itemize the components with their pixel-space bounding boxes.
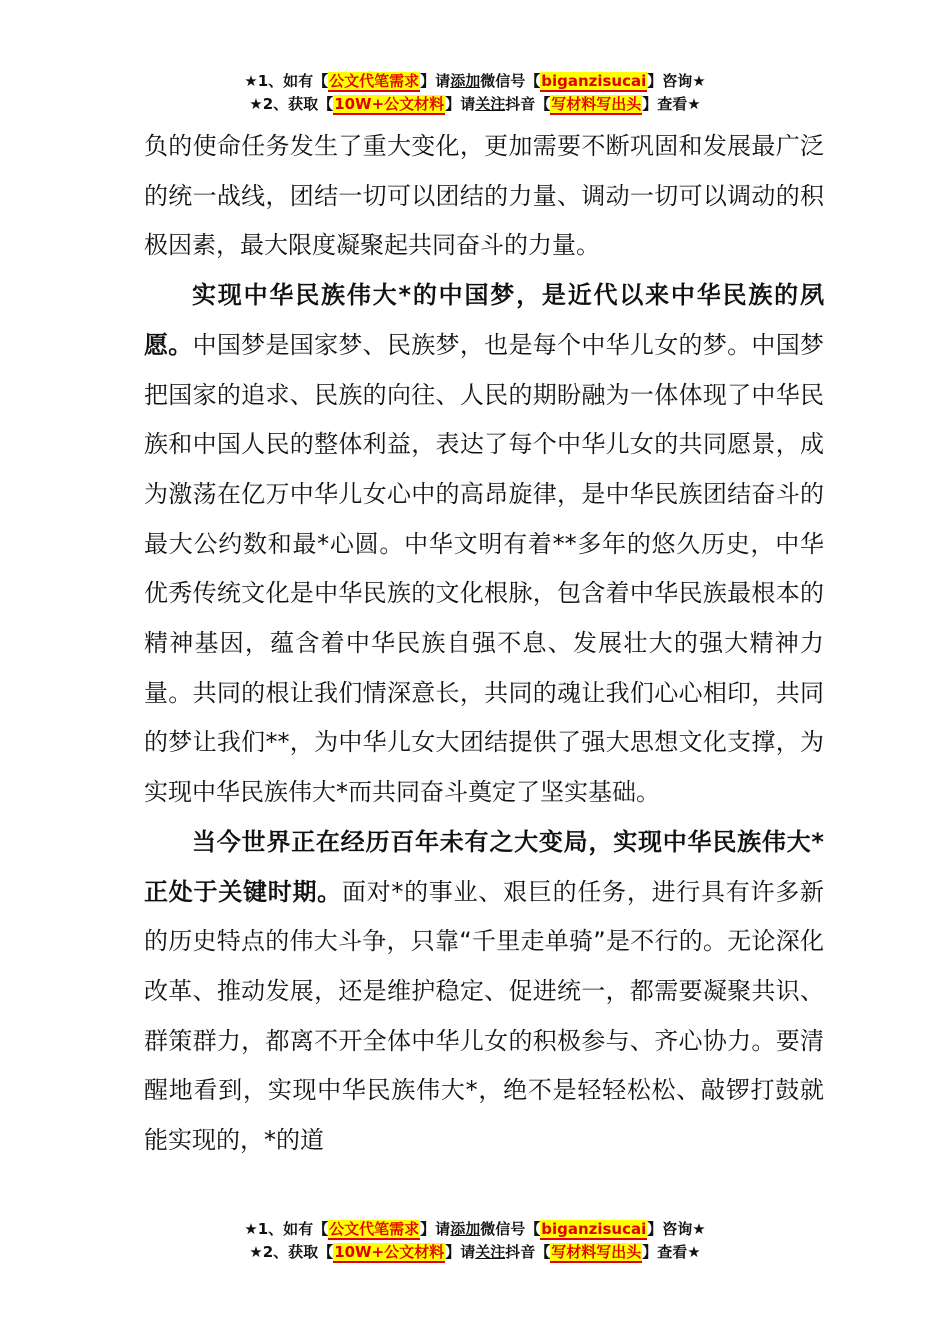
footer-banner — [0, 1218, 950, 1264]
banner-line-1: ★1、如有【公文代笔需求】请添加微信号【biganzisucai】咨询★ — [244, 1220, 706, 1238]
paragraph-3: 当今世界正在经历百年未有之大变局，实现中华民族伟大*正处于关键时期。面对*的事业、艰巨的任务，进行具有许多新的历史特点的伟大斗争，只靠“千里走单骑”是不行的。无论深化改革、推动发展，还是维护稳定、促进统一，都需要凝聚共识、群策群力，都离不开全体中华儿女的积极参与、齐心协力。要清醒地看到，实现中华民族伟大*，绝不是轻轻松松、敲锣打鼓就能实现的，*的道 — [144, 827, 825, 1155]
highlight-wechat-id: biganzisucai — [541, 1220, 647, 1238]
paragraph-lead: 当今世界正在经历百年未有之大变局，实现中华民族伟大*正处于关键时期。 — [144, 827, 824, 906]
banner-line-1: ★1、如有【公文代笔需求】请添加微信号【biganzisucai】咨询★ — [244, 72, 706, 90]
paragraph-lead: 实现中华民族伟大*的中国梦，是近代以来中华民族的夙愿。 — [144, 281, 824, 359]
highlight-materials: 10W+公文材料 — [334, 95, 445, 113]
highlight-douyin: 写材料写出头 — [551, 1243, 642, 1261]
paragraph-1: 负的使命任务发生了重大变化，更加需要不断巩固和发展最广泛的统一战线，团结一切可以团结的力量、调动一切可以调动的积极因素，最大限度凝聚起共同奋斗的力量。 — [144, 132, 824, 260]
paragraph-2: 实现中华民族伟大*的中国梦，是近代以来中华民族的夙愿。中国梦是国家梦、民族梦，也是每个中华儿女的梦。中国梦把国家的追求、民族的向往、人民的期盼融为一体体现了中华民族和中国人民的整体利益，表达了每个中华儿女的共同愿景，成为激荡在亿万中华儿女心中的高昂旋律，是中华民族团结奋斗的最大公约数和最*心圆。中华文明有着**多年的悠久历史，中华优秀传统文化是中华民族的文化根脉，包含着中华民族最根本的精神基因，蕴含着中华民族自强不息、发展壮大的强大精神力量。共同的根让我们情深意长，共同的魂让我们心心相印，共同的梦让我们**，为中华儿女大团结提供了强大思想文化支撑，为实现中华民族伟大*而共同奋斗奠定了坚实基础。 — [144, 281, 824, 807]
highlight-service: 公文代笔需求 — [329, 72, 420, 90]
highlight-materials: 10W+公文材料 — [334, 1243, 445, 1261]
highlight-douyin: 写材料写出头 — [551, 95, 642, 113]
header-banner — [0, 70, 950, 116]
highlight-wechat-id: biganzisucai — [541, 72, 647, 90]
banner-line-2: ★2、获取【10W+公文材料】请关注抖音【写材料写出头】查看★ — [249, 1243, 701, 1261]
highlight-service: 公文代笔需求 — [329, 1220, 420, 1238]
document-body — [144, 122, 824, 1166]
banner-line-2: ★2、获取【10W+公文材料】请关注抖音【写材料写出头】查看★ — [249, 95, 701, 113]
